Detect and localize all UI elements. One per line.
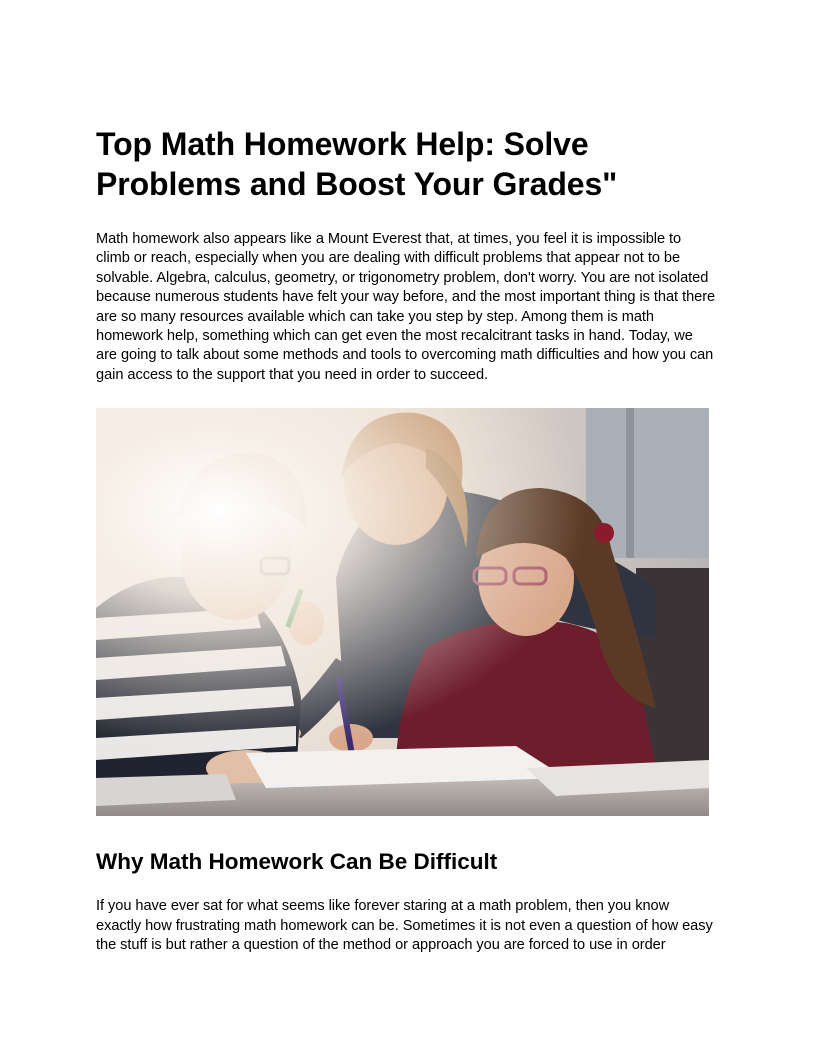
photo-teacher-helping-students bbox=[96, 408, 709, 816]
document-page bbox=[96, 124, 716, 955]
document-title: Top Math Homework Help: Solve Problems and Boost Your Grades" bbox=[96, 126, 618, 202]
section-heading-why-difficult: Why Math Homework Can Be Difficult bbox=[96, 849, 498, 875]
photo-teacher-helping-students-icon bbox=[96, 408, 709, 816]
intro-paragraph: Math homework also appears like a Mount Everest that, at times, you feel it is impossible to climb or reach, especially when you are dealing with difficult problems that appear not to be solvable. Algebra, calculus, geometry, or trigonometry problem, don't worry. You are not isolated because numerous students have felt your way before, and the most important thing is that there are so many resources available which can take you step by step. Among them is math homework help, something which can get even the most recalcitrant tasks in hand. Today, we are going to talk about some methods and tools to overcoming math difficulties and how you can gain access to the support that you need in order to succeed. bbox=[96, 231, 716, 383]
section-paragraph-why-difficult: If you have ever sat for what seems like forever staring at a math problem, then you know exactly how frustrating math homework can be. Sometimes it is not even a question of how easy the stuff is but rather a question of the method or approach you are forced to use in order bbox=[96, 898, 713, 954]
